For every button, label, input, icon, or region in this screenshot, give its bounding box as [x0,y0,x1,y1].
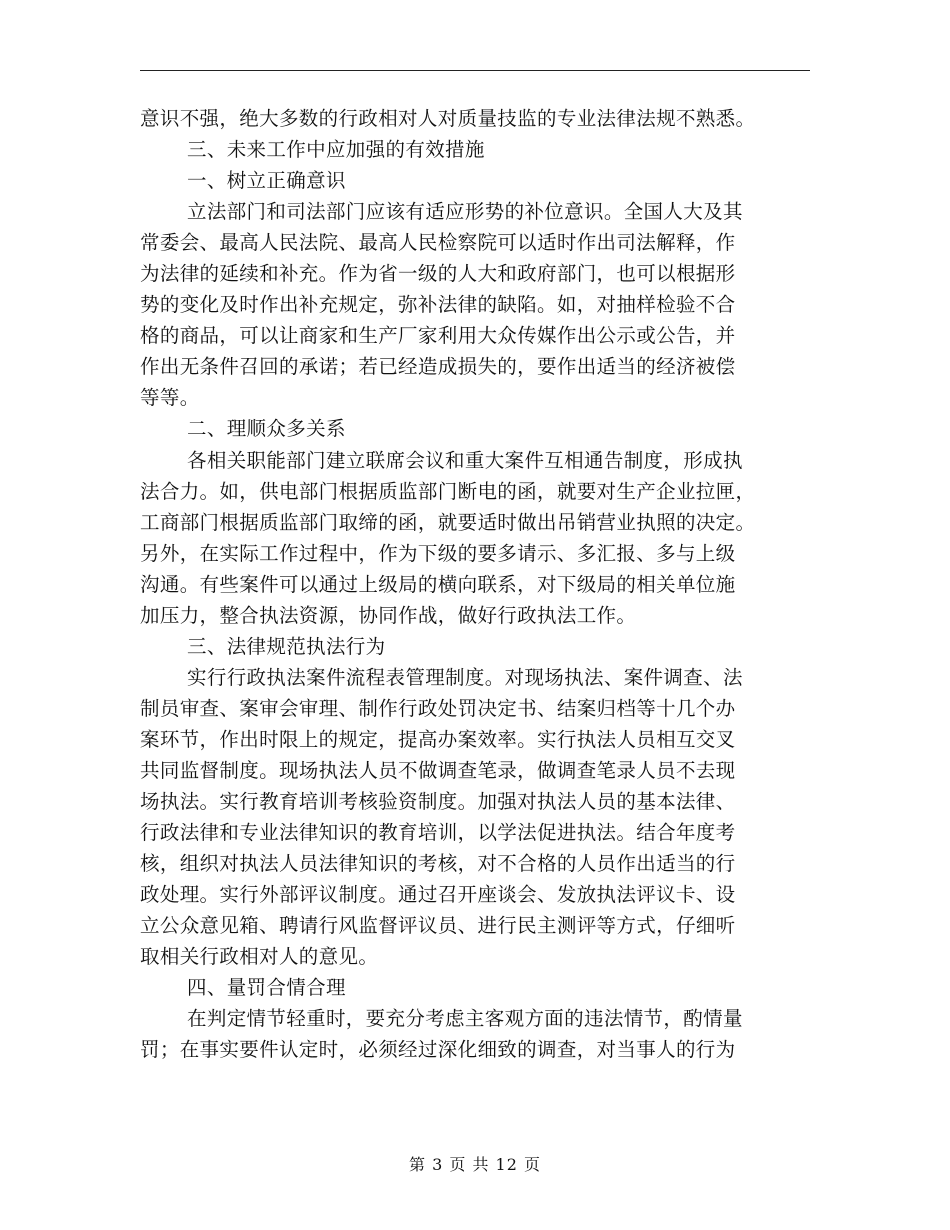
text-line: 场执法。实行教育培训考核验资制度。加强对执法人员的基本法律、 [140,790,736,814]
text-line: 另外，在实际工作过程中，作为下级的要多请示、多汇报、多与上级 [140,541,736,565]
text-line: 作出无条件召回的承诺；若已经造成损失的，要作出适当的经济被偿 [140,355,736,379]
text-line: 四、量罚合情合理 [187,976,346,1000]
text-line: 工商部门根据质监部门取缔的函，就要适时做出吊销营业执照的决定。 [140,510,756,534]
text-line: 行政法律和专业法律知识的教育培训，以学法促进执法。结合年度考 [140,821,736,845]
text-line: 常委会、最高人民法院、最高人民检察院可以适时作出司法解释，作 [140,231,736,255]
text-line: 法合力。如，供电部门根据质监部门断电的函，就要对生产企业拉匣， [140,479,756,503]
text-line: 立公众意见箱、聘请行风监督评议员、进行民主测评等方式，仔细听 [140,914,736,938]
text-line: 格的商品，可以让商家和生产厂家利用大众传媒作出公示或公告，并 [140,324,736,348]
text-line: 为法律的延续和补充。作为省一级的人大和政府部门，也可以根据形 [140,262,736,286]
header-rule [140,70,810,71]
text-line: 意识不强，绝大多数的行政相对人对质量技监的专业法律法规不熟悉。 [140,107,756,130]
text-line: 一、树立正确意识 [187,169,346,193]
text-line: 立法部门和司法部门应该有适应形势的补位意识。全国人大及其 [187,200,743,224]
text-line: 三、未来工作中应加强的有效措施 [187,138,485,162]
text-line: 取相关行政相对人的意见。 [140,945,379,969]
page-footer: 第 3 页 共 12 页 [409,1155,541,1174]
text-line: 加压力，整合执法资源，协同作战，做好行政执法工作。 [140,603,637,627]
text-line: 罚；在事实要件认定时，必须经过深化细致的调查，对当事人的行为 [140,1038,736,1062]
text-line: 案环节，作出时限上的规定，提高办案效率。实行执法人员相互交叉 [140,727,736,751]
text-line: 各相关职能部门建立联席会议和重大案件互相通告制度，形成执 [187,448,743,472]
text-line: 实行行政执法案件流程表管理制度。对现场执法、案件调查、法 [187,665,743,689]
body-text [140,103,820,1065]
text-line: 核，组织对执法人员法律知识的考核，对不合格的人员作出适当的行 [140,852,736,876]
text-line: 政处理。实行外部评议制度。通过召开座谈会、发放执法评议卡、设 [140,883,736,907]
text-line: 三、法律规范执法行为 [187,634,386,658]
text-line: 等等。 [140,386,200,410]
text-line: 制员审查、案审会审理、制作行政处罚决定书、结案归档等十几个办 [140,696,736,720]
text-line: 二、理顺众多关系 [187,417,346,441]
text-line: 沟通。有些案件可以通过上级局的横向联系，对下级局的相关单位施 [140,572,736,596]
text-line: 共同监督制度。现场执法人员不做调查笔录，做调查笔录人员不去现 [140,758,736,782]
text-line: 在判定情节轻重时，要充分考虑主客观方面的违法情节，酌情量 [187,1007,743,1031]
text-line: 势的变化及时作出补充规定，弥补法律的缺陷。如，对抽样检验不合 [140,293,736,317]
